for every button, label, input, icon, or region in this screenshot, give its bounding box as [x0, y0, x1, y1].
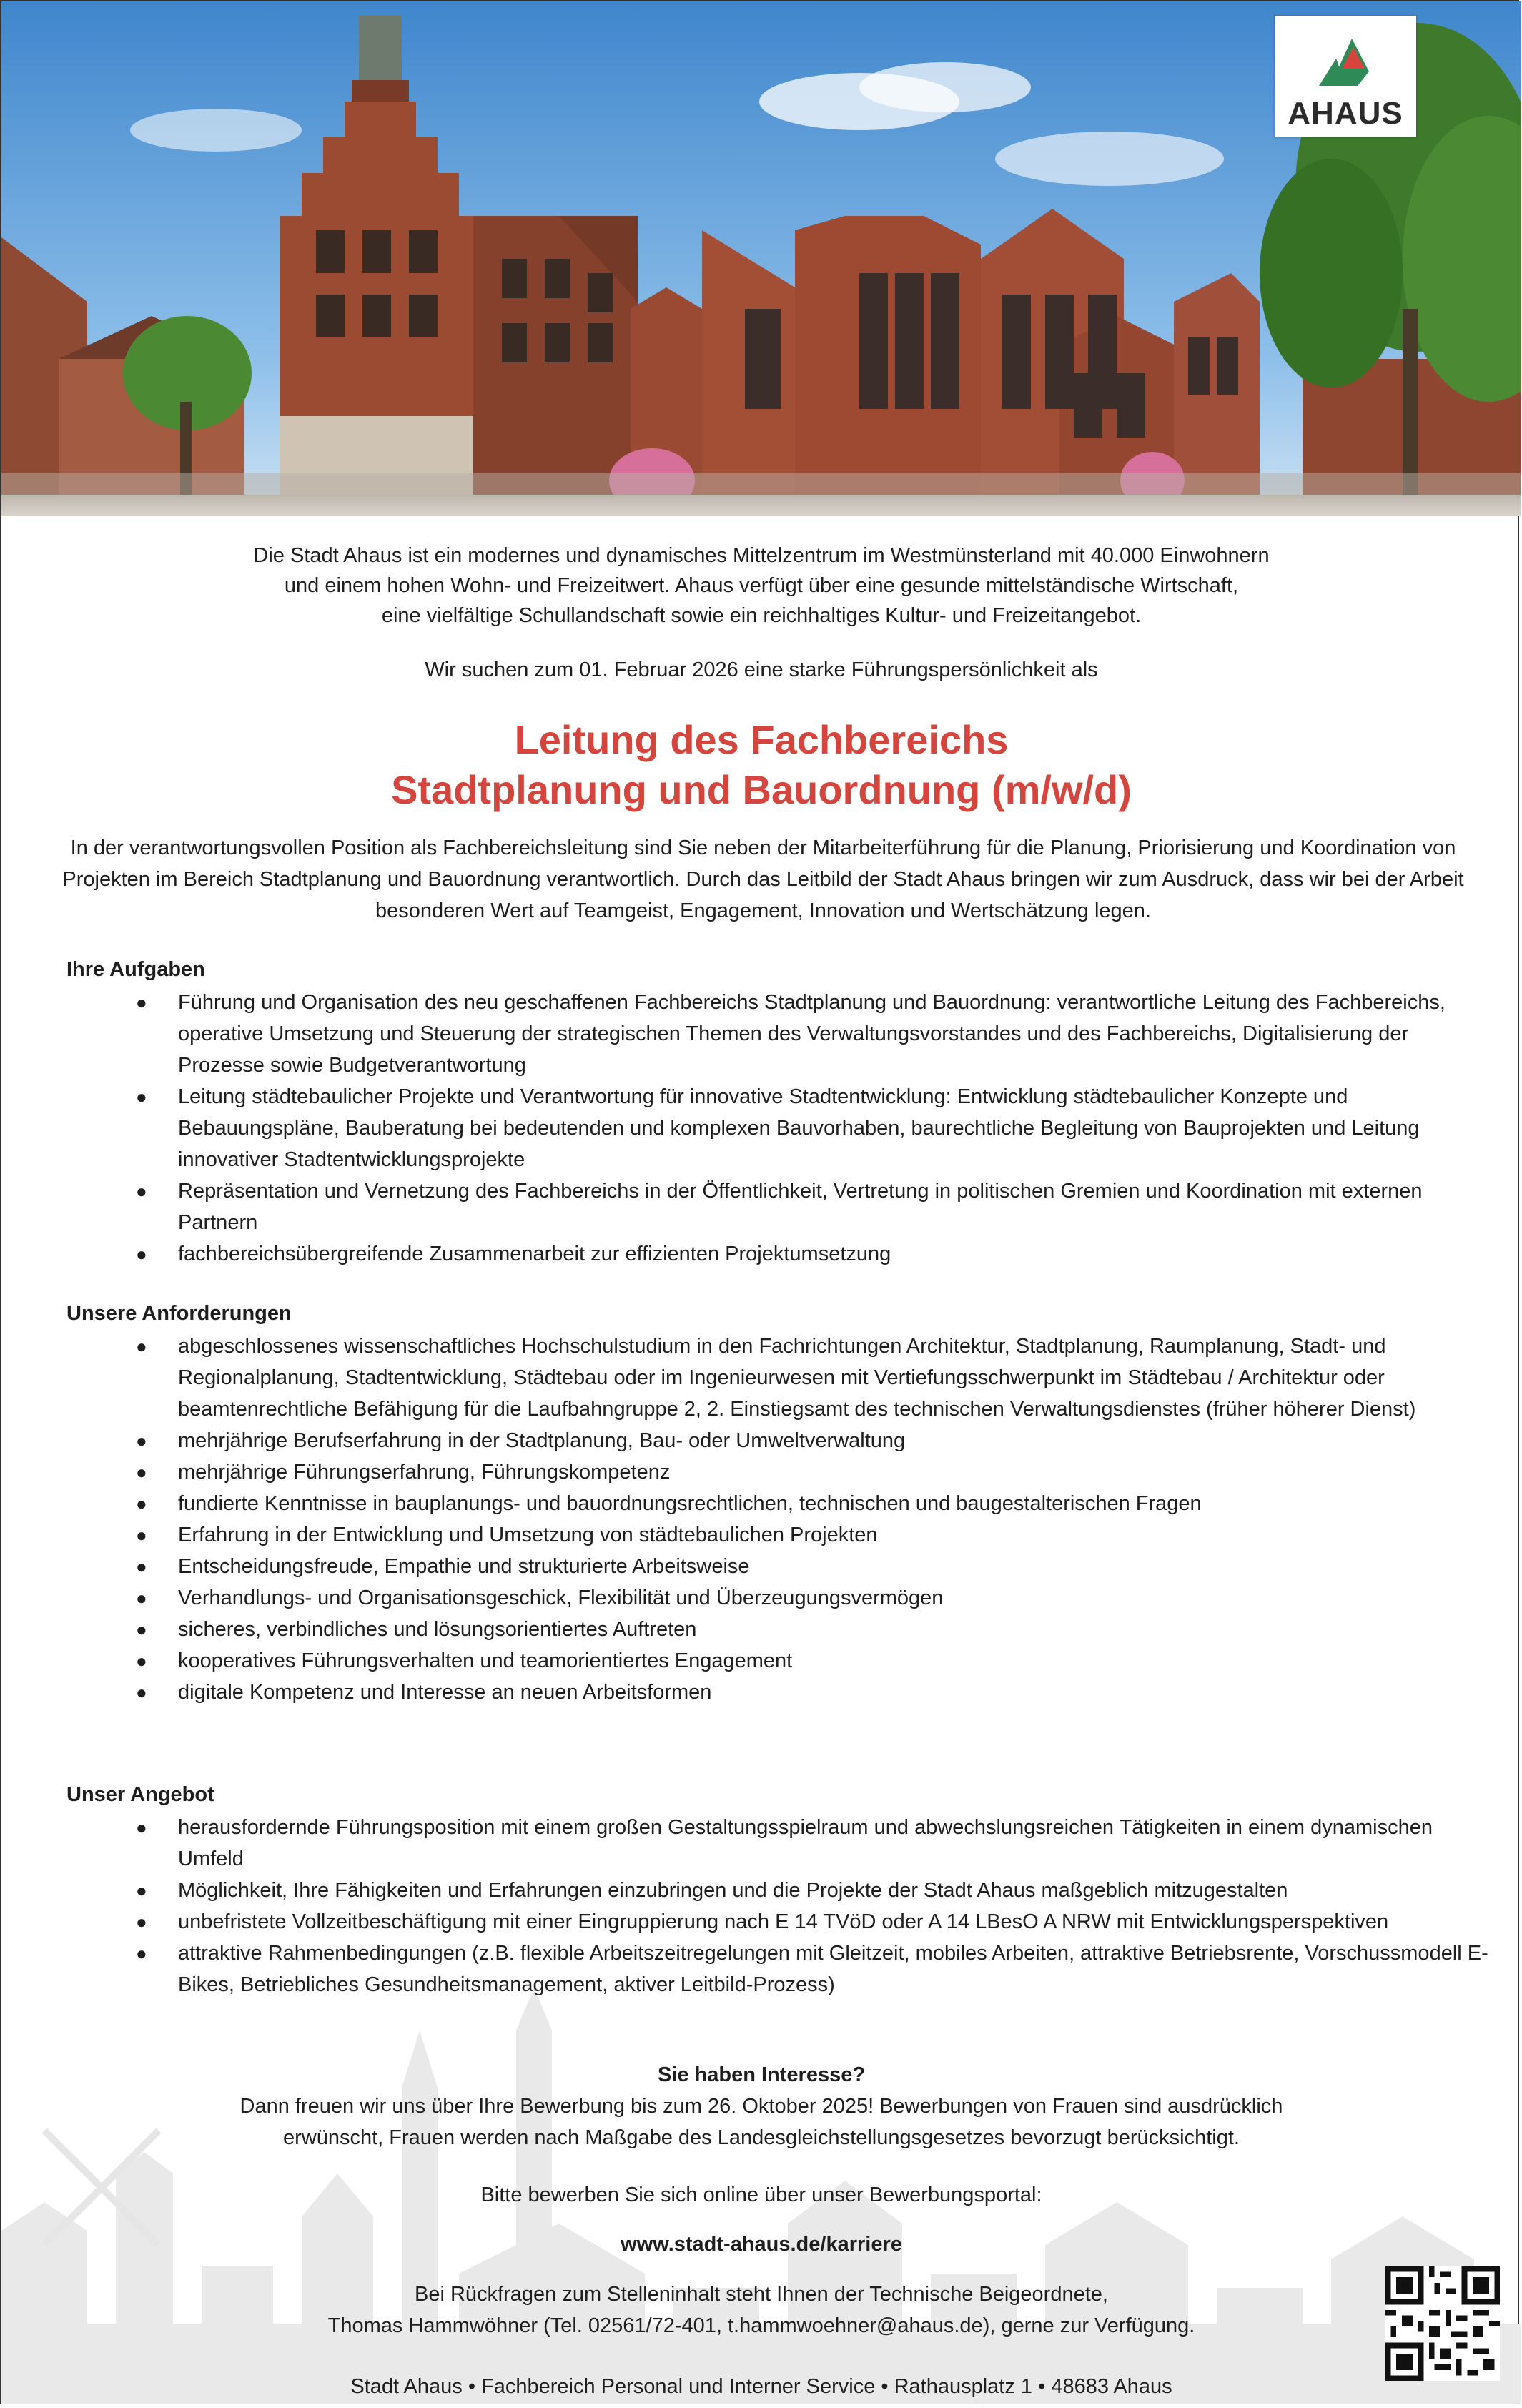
list-item: ● Verhandlungs- und Organisationsgeschick, Flexibilität und Überzeugungsvermögen: [66, 1582, 1489, 1614]
list-item: ● herausfordernde Führungsposition mit einem großen Gestaltungsspielraum und abwechslungsreichen Tätigkeiten in einem dynamischen Umfeld: [66, 1812, 1489, 1875]
bullet-icon: ●: [136, 1336, 147, 1357]
closing-line: erwünscht, Frauen werden nach Maßgabe des Landesgleichstellungsgesetzes bevorzugt berücksichtigt.: [283, 2126, 1240, 2149]
bullet-icon: ●: [136, 1817, 147, 1838]
bullet-icon: ●: [136, 1243, 147, 1265]
intro-line: und einem hohen Wohn- und Freizeitwert. Ahaus verfügt über eine gesunde mittelständische Wirtschaft,: [284, 574, 1239, 597]
list-item: ● mehrjährige Berufserfahrung in der Stadtplanung, Bau- oder Umweltverwaltung: [66, 1425, 1489, 1456]
bullet-icon: ●: [136, 1650, 147, 1672]
qr-code-icon[interactable]: [1385, 2266, 1500, 2381]
list-item: ● fundierte Kenntnisse in bauplanungs- und bauordnungsrechtlichen, technischen und baugestalterischen Fragen: [66, 1488, 1489, 1519]
intro-line: Die Stadt Ahaus ist ein modernes und dynamisches Mittelzentrum im Westmünsterland mit 40.000 Einwohnern: [253, 544, 1270, 567]
job-title-line1: Leitung des Fachbereichs: [514, 717, 1009, 762]
lead-paragraph: In der verantwortungsvollen Position als Fachbereichsleitung sind Sie neben der Mitarbeiterführung für die Planung, Priorisierung und Koordination von Projekten im Bereich Stadtplanung und Bauordnung verantwortlich. Durch das Leitbild der Stadt Ahaus bringen wir zum Ausdruck, dass wir bei der Arbeit besonderen Wert auf Teamgeist, Engagement, Innovation und Wertschätzung legen.: [62, 837, 1464, 922]
list-item: ● Leitung städtebaulicher Projekte und Verantwortung für innovative Stadtentwicklung: Entwicklung städtebaulicher Konzepte und Bebauungspläne, Bauberatung bei bedeutenden und komplexen Bauvorhaben, baurechtliche Begleitung von Bauprojekten und Leitung innovativer Stadtentwicklungsprojekte: [66, 1081, 1489, 1175]
logo-mark-icon: [1275, 29, 1416, 93]
bullet-icon: ●: [136, 1556, 147, 1577]
ahaus-logo: [1275, 16, 1416, 137]
list-item: ● Führung und Organisation des neu geschaffenen Fachbereichs Stadtplanung und Bauordnung: verantwortliche Leitung des Fachbereichs, operative Umsetzung und Steuerung der strategischen Themen des Verwaltungsvorstandes und des Fachbereichs, Digitalisierung der Prozesse sowie Budgetverantwortung: [66, 987, 1489, 1081]
bullet-icon: ●: [136, 1587, 147, 1609]
list-item: ● Repräsentation und Vernetzung des Fachbereichs in der Öffentlichkeit, Vertretung in politischen Gremien und Koordination mit externen Partnern: [66, 1175, 1489, 1238]
closing-heading: Sie haben Interesse?: [657, 2063, 866, 2086]
apply-text: Bitte bewerben Sie sich online über unser Bewerbungsportal:: [480, 2184, 1042, 2206]
list-item: ● sicheres, verbindliches und lösungsorientiertes Auftreten: [66, 1614, 1489, 1645]
list-item: ● kooperatives Führungsverhalten und teamorientiertes Engagement: [66, 1645, 1489, 1677]
closing-text: [129, 2059, 1394, 2153]
section-aufgaben: [66, 954, 1489, 1270]
list-item: ● attraktive Rahmenbedingungen (z.B. flexible Arbeitszeitregelungen mit Gleitzeit, mobiles Arbeiten, attraktive Betriebsrente, Vorschussmodell E-Bikes, Betriebliches Gesundheitsmanagement, aktiver Leitbild-Prozess): [66, 1938, 1489, 2000]
list-item: ● Entscheidungsfreude, Empathie und strukturierte Arbeitsweise: [66, 1551, 1489, 1582]
intro-line: eine vielfältige Schullandschaft sowie ein reichhaltiges Kultur- und Freizeitangebot.: [381, 604, 1142, 627]
bullet-icon: ●: [136, 1943, 147, 1964]
list-item: ● mehrjährige Führungserfahrung, Führungskompetenz: [66, 1456, 1489, 1488]
bullet-icon: ●: [136, 1461, 147, 1483]
bullet-icon: ●: [136, 1493, 147, 1514]
bullet-icon: ●: [136, 992, 147, 1013]
logo-text: AHAUS: [1288, 96, 1403, 131]
search-line: Wir suchen zum 01. Februar 2026 eine starke Führungspersönlichkeit als: [425, 658, 1098, 681]
bullet-icon: ●: [136, 1086, 147, 1107]
closing-line: Dann freuen wir uns über Ihre Bewerbung bis zum 26. Oktober 2025! Bewerbungen von Frauen sind ausdrücklich: [239, 2095, 1283, 2118]
list-item: ● abgeschlossenes wissenschaftliches Hochschulstudium in den Fachrichtungen Architektur, Stadtplanung, Raumplanung, Stadt- und Regionalplanung, Stadtentwicklung, Städtebau oder im Ingenieurwesen mit Vertiefungsschwerpunkt im Städtebau / Architektur oder beamtenrechtliche Befähigung für die Laufbahngruppe 2, 2. Einstiegsamt des technischen Verwaltungsdienstes (früher höherer Dienst): [66, 1331, 1489, 1425]
job-title: [129, 715, 1394, 815]
bullet-icon: ●: [136, 1430, 147, 1451]
section-heading: Unsere Anforderungen: [66, 1302, 292, 1325]
intro-text: [129, 541, 1394, 631]
list-item: ● fachbereichsübergreifende Zusammenarbeit zur effizienten Projektumsetzung: [66, 1238, 1489, 1270]
bullet-icon: ●: [136, 1682, 147, 1703]
section-anforderungen: [66, 1298, 1489, 1708]
list-item: ● Möglichkeit, Ihre Fähigkeiten und Erfahrungen einzubringen und die Projekte der Stadt Ahaus maßgeblich mitzugestalten: [66, 1875, 1489, 1906]
contact-line: Thomas Hammwöhner (Tel. 02561/72-401, t.hammwoehner@ahaus.de), gerne zur Verfügung.: [327, 2314, 1195, 2337]
bullet-icon: ●: [136, 1911, 147, 1933]
bullet-icon: ●: [136, 1880, 147, 1901]
list-item: ● digitale Kompetenz und Interesse an neuen Arbeitsformen: [66, 1677, 1489, 1708]
section-heading: Unser Angebot: [66, 1783, 214, 1806]
list-item: ● Erfahrung in der Entwicklung und Umsetzung von städtebaulichen Projekten: [66, 1519, 1489, 1551]
footer-address: Stadt Ahaus • Fachbereich Personal und Interner Service • Rathausplatz 1 • 48683 Ahaus: [350, 2375, 1172, 2398]
contact-line: Bei Rückfragen zum Stelleninhalt steht Ihnen der Technische Beigeordnete,: [415, 2283, 1108, 2306]
section-angebot: [66, 1779, 1489, 2000]
job-title-line2: Stadtplanung und Bauordnung (m/w/d): [391, 767, 1132, 812]
list-item: ● unbefristete Vollzeitbeschäftigung mit einer Eingruppierung nach E 14 TVöD oder A 14 LBesO A NRW mit Entwicklungsperspektiven: [66, 1906, 1489, 1938]
bullet-icon: ●: [136, 1619, 147, 1640]
bullet-icon: ●: [136, 1524, 147, 1546]
section-heading: Ihre Aufgaben: [66, 958, 205, 981]
contact-info: [129, 2279, 1394, 2342]
career-link[interactable]: www.stadt-ahaus.de/karriere: [621, 2233, 902, 2256]
bullet-icon: ●: [136, 1180, 147, 1202]
